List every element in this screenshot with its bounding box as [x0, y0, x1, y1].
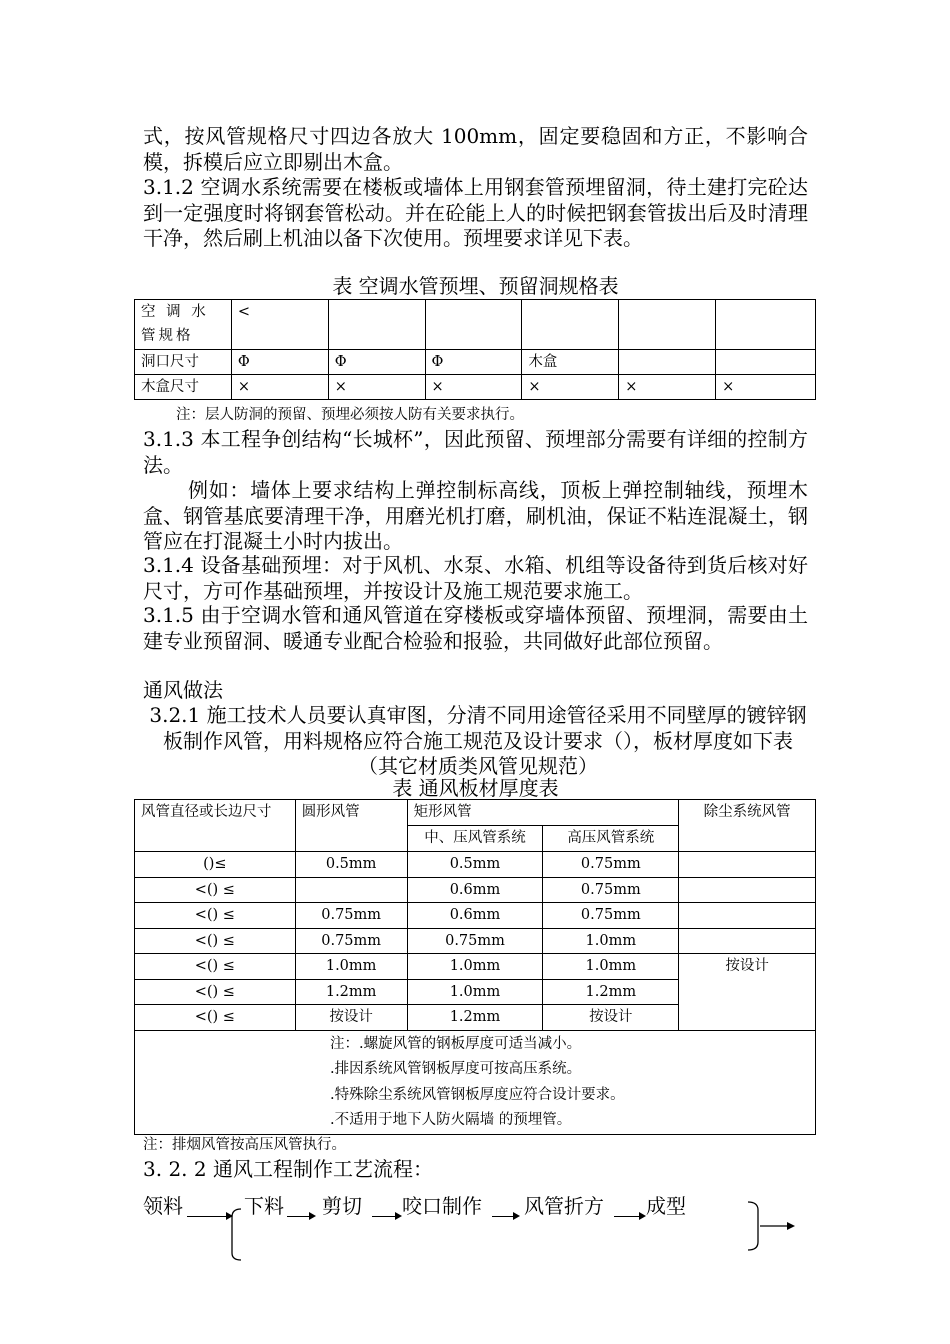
table1-cell: × [522, 375, 619, 400]
paragraph-example: 例如：墙体上要求结构上弹控制标高线，顶板上弹控制轴线，预埋木盒、钢管基底要清理干净，用磨光机打磨，刷机油，保证不粘连混凝土，钢管应在打混凝土小时内拔出。 [143, 478, 808, 553]
table2-cell: 1.2mm [407, 1005, 543, 1031]
paragraph-intro: 式，按风管规格尺寸四边各放大 100mm，固定要稳固和方正，不影响合模，拆模后应立即剔出木盒。 [143, 124, 808, 174]
table1-note: 注：层人防洞的预留、预埋必须按人防有关要求执行。 [176, 407, 524, 423]
paragraph-3-1-4: 3.1.4 设备基础预埋：对于风机、水泵、水箱、机组等设备待到货后核对好尺寸，方可作基础预埋，并按设计及施工规范要求施工。 [143, 553, 808, 603]
table2-note: .排因系统风管钢板厚度可按高压系统。 [330, 1061, 582, 1077]
table2-header-dust: 除尘系统风管 [679, 800, 816, 852]
table1-cell: × [231, 375, 328, 400]
flow-step-seaming: 咬口制作 [402, 1194, 482, 1218]
paragraph-3-2-2: 3. 2. 2 通风工程制作工艺流程： [143, 1157, 433, 1181]
table2-cell: <() ≤ [135, 979, 296, 1005]
table2-cell: <() ≤ [135, 954, 296, 980]
table1-cell: × [619, 375, 716, 400]
table2-cell: 1.0mm [295, 954, 407, 980]
table2-cell: <() ≤ [135, 877, 296, 903]
table2-header-rect-high: 高压风管系统 [543, 826, 679, 852]
table2-header-rect-mid: 中、压风管系统 [407, 826, 543, 852]
table1-cell: 空 调 水 管规格 [135, 300, 232, 350]
table1-cell [716, 350, 816, 375]
flow-arrow-icon [287, 1216, 314, 1217]
table2-cell: 0.75mm [543, 903, 679, 929]
table2-cell [679, 903, 816, 929]
table2-cell [679, 877, 816, 903]
table2-note: .不适用于地下人防火隔墙 的预埋管。 [330, 1112, 572, 1128]
flow-bracket-right-icon [740, 1195, 800, 1255]
paragraph-3-2-1: 3.2.1 施工技术人员要认真审图，分清不同用途管径采用不同壁厚的镀锌钢板制作风管，用料规格应符合施工规范及设计要求（），板材厚度如下表（其它材质类风管见规范） [149, 703, 807, 778]
table1-cell [619, 300, 716, 350]
table2-cell: 0.5mm [407, 852, 543, 878]
table1-cell: × [425, 375, 522, 400]
table2-note: 注：.螺旋风管的钢板厚度可适当减小。 [330, 1035, 582, 1052]
table2-cell: <() ≤ [135, 903, 296, 929]
flow-arrow-icon [614, 1216, 644, 1217]
table2-cell: 1.0mm [407, 979, 543, 1005]
table2-cell: <() ≤ [135, 928, 296, 954]
table1-cell [716, 300, 816, 350]
flow-bracket-left-icon [225, 1205, 255, 1265]
table2-cell: ()≤ [135, 852, 296, 878]
table2-dust-value: 按设计 [679, 954, 816, 1031]
flow-step-shearing: 剪切 [322, 1194, 362, 1218]
table1-cell: Φ [425, 350, 522, 375]
table1-cell: < [231, 300, 328, 350]
table2-cell: 1.0mm [543, 954, 679, 980]
table2-cell: 0.6mm [407, 877, 543, 903]
table2-cell: 0.75mm [543, 852, 679, 878]
table2-cell [679, 852, 816, 878]
table2-cell: <() ≤ [135, 1005, 296, 1031]
table1-cell: × [716, 375, 816, 400]
table2-cell: 1.2mm [543, 979, 679, 1005]
table1-cell: 木盒尺寸 [135, 375, 232, 400]
table2-cell: 按设计 [543, 1005, 679, 1031]
table2-header-rect: 矩形风管 [407, 800, 679, 826]
table2-cell: 按设计 [295, 1005, 407, 1031]
table1-cell: 洞口尺寸 [135, 350, 232, 375]
flow-arrow-icon [372, 1216, 400, 1217]
table2-cell [295, 877, 407, 903]
table1-cell [328, 300, 425, 350]
flow-step-blanking: 下料 [244, 1194, 284, 1218]
table2-cell: 1.0mm [543, 928, 679, 954]
table2-cell [679, 928, 816, 954]
table1-cell [425, 300, 522, 350]
table1-title: 表 空调水管预埋、预留洞规格表 [332, 274, 619, 298]
duct-thickness-table [134, 799, 816, 1135]
table2-cell: 1.2mm [295, 979, 407, 1005]
paragraph-3-1-2: 3.1.2 空调水系统需要在楼板或墙体上用钢套管预埋留洞，待土建打完砼达到一定强度时将钢套管松动。并在砼能上人的时候把钢套管拔出后及时清理干净，然后刷上机油以备下次使用。预埋要求详见下表。 [143, 175, 808, 250]
paragraph-3-1-3: 3.1.3 本工程争创结构“长城杯”，因此预留、预埋部分需要有详细的控制方法。 [143, 427, 808, 477]
table2-title: 表 通风板材厚度表 [392, 776, 559, 800]
table2-notes-cell [135, 1030, 816, 1134]
table2-footnote: 注：排烟风管按高压风管执行。 [143, 1137, 346, 1153]
flow-arrow-icon [492, 1216, 518, 1217]
flow-step-material: 领料 [143, 1194, 183, 1218]
flow-step-forming: 成型 [646, 1194, 686, 1218]
table2-note: .特殊除尘系统风管钢板厚度应符合设计要求。 [330, 1086, 625, 1103]
table1-cell: Φ [328, 350, 425, 375]
table2-cell: 0.75mm [295, 928, 407, 954]
table1-cell: 木盒 [522, 350, 619, 375]
table2-cell: 0.75mm [543, 877, 679, 903]
section-heading-ventilation: 通风做法 [143, 678, 223, 702]
table2-cell: 1.0mm [407, 954, 543, 980]
table2-cell: 0.75mm [295, 903, 407, 929]
table2-cell: 0.5mm [295, 852, 407, 878]
table1-cell [619, 350, 716, 375]
flow-step-folding: 风管折方 [524, 1194, 604, 1218]
table1-cell: × [328, 375, 425, 400]
table1-cell: Φ [231, 350, 328, 375]
table2-header-round: 圆形风管 [295, 800, 407, 852]
paragraph-3-1-5: 3.1.5 由于空调水管和通风管道在穿楼板或穿墙体预留、预埋洞，需要由土建专业预留洞、暖通专业配合检验和报验，共同做好此部位预留。 [143, 603, 808, 653]
table1-cell [522, 300, 619, 350]
table2-header-size: 风管直径或长边尺寸 [135, 800, 296, 852]
table2-cell: 0.6mm [407, 903, 543, 929]
table2-cell: 0.75mm [407, 928, 543, 954]
water-pipe-table [134, 299, 816, 400]
